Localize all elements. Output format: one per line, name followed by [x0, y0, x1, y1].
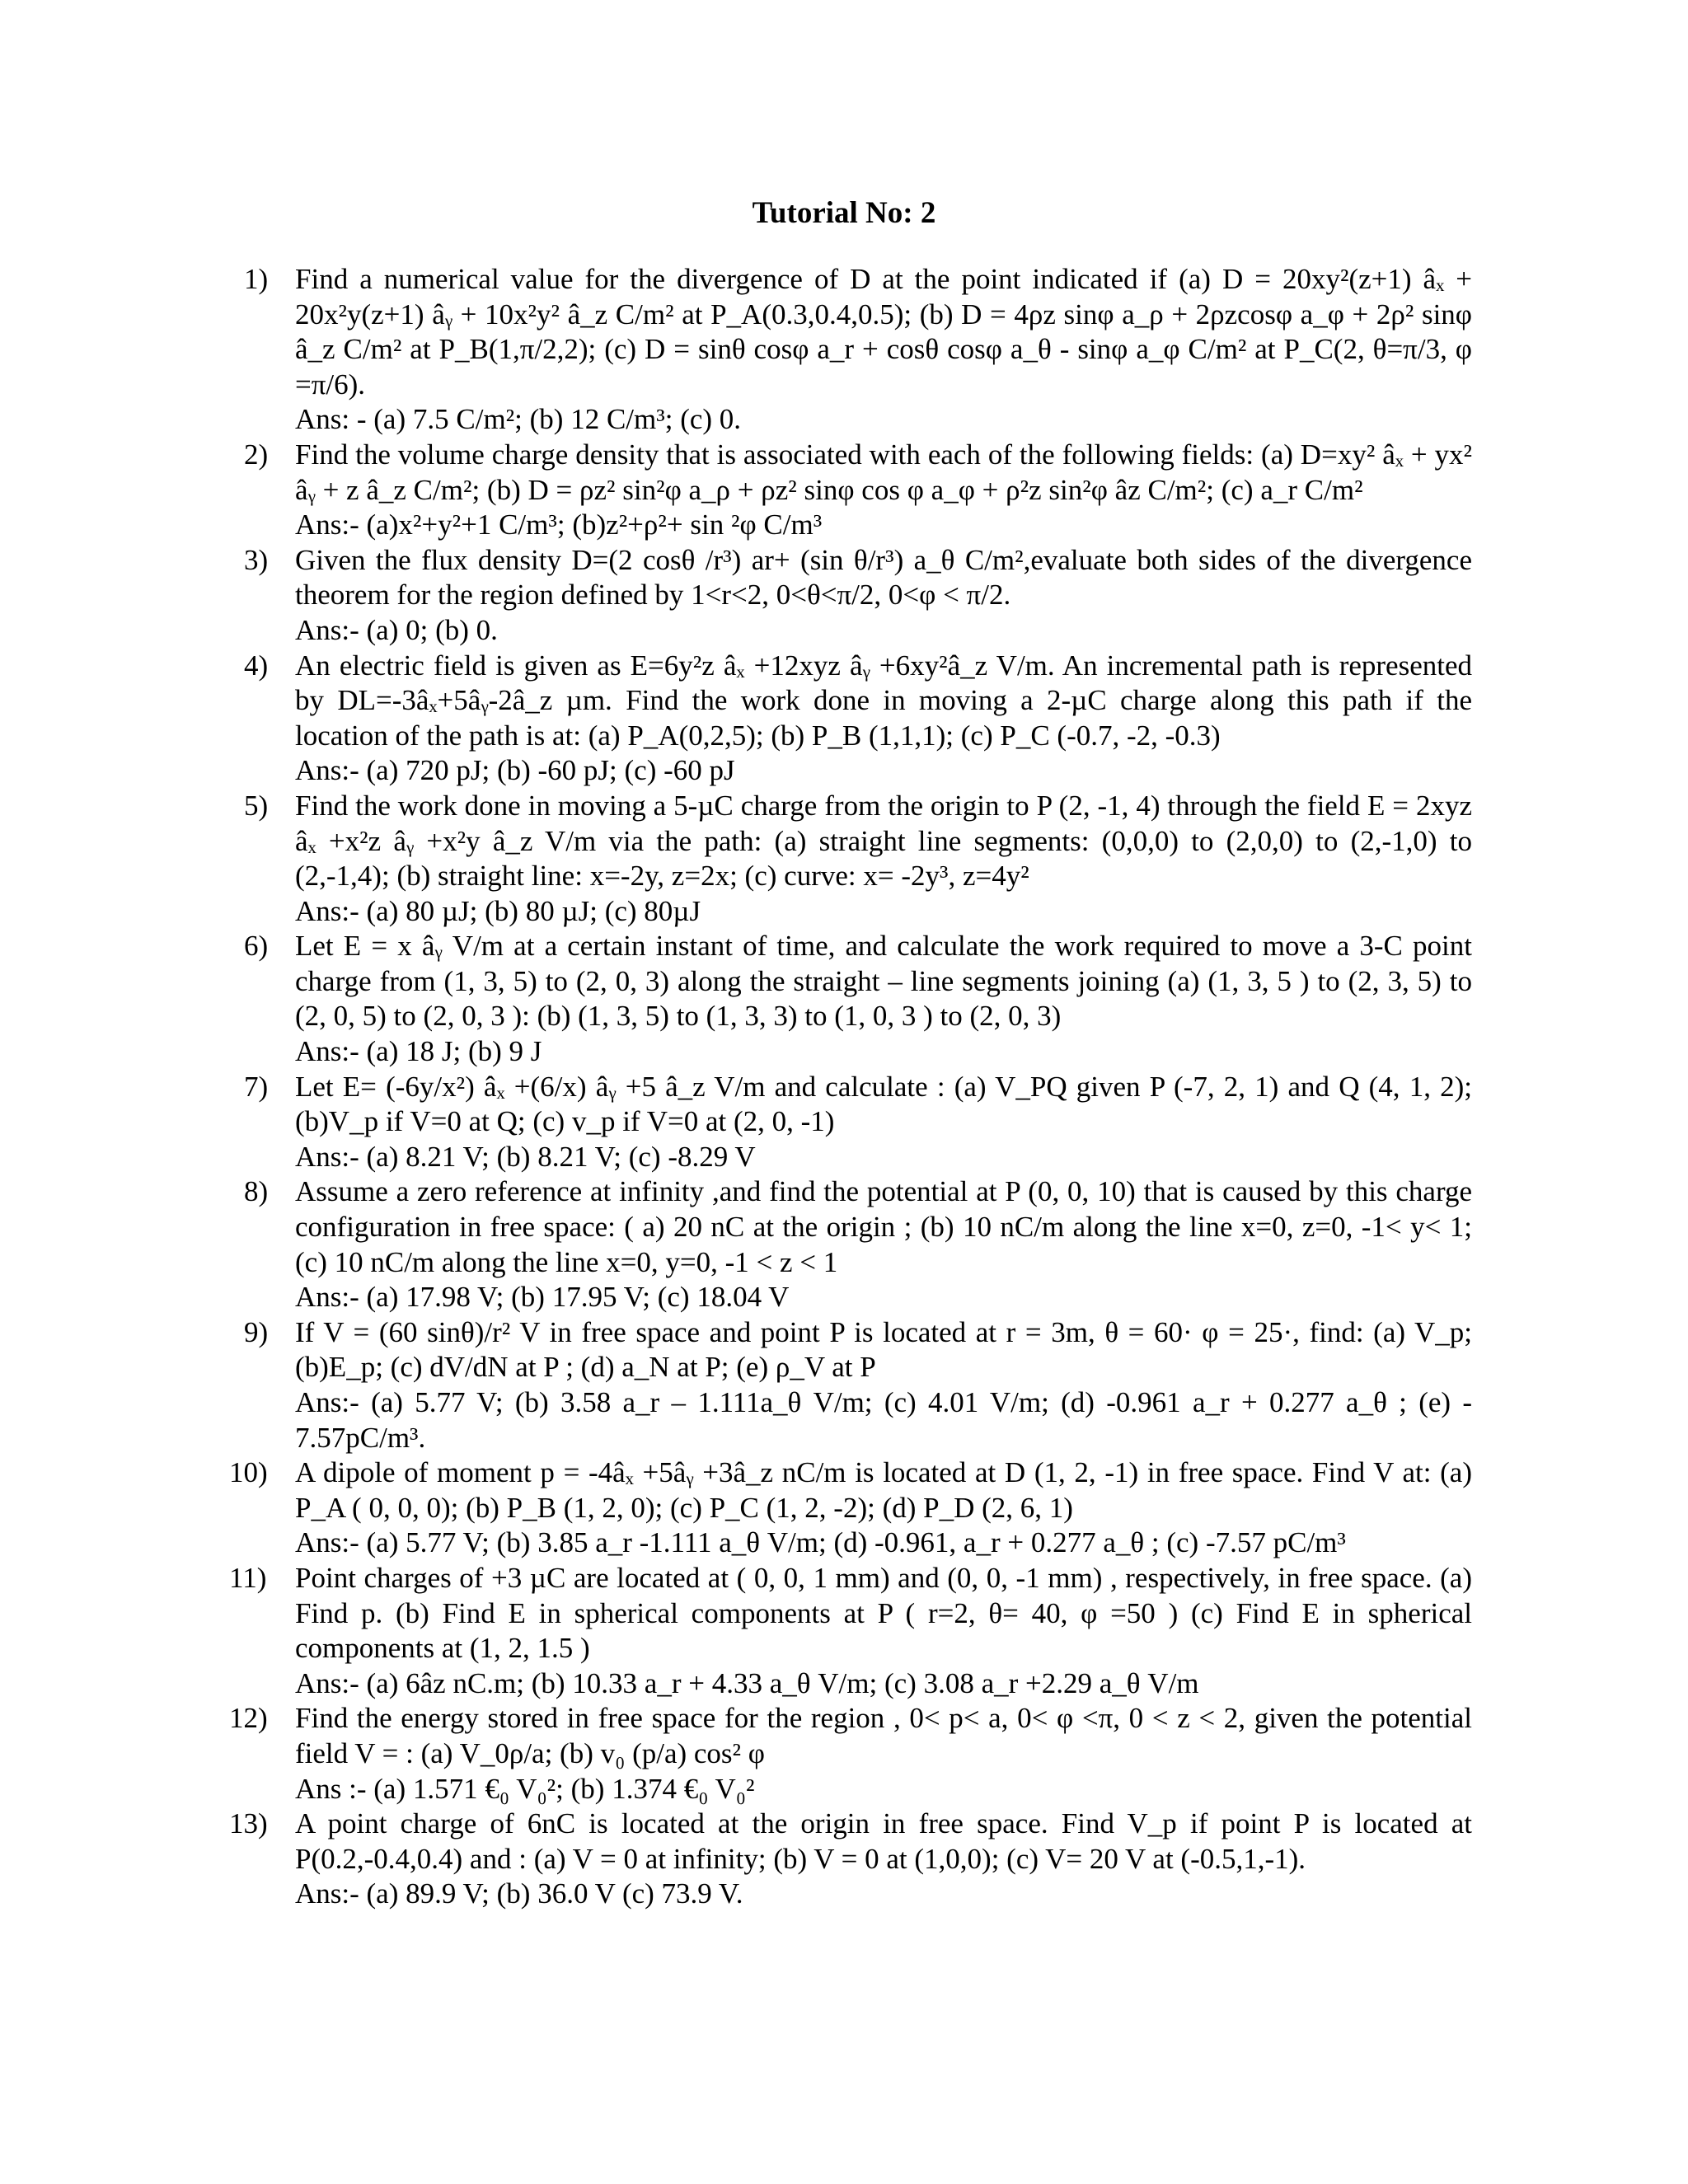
problem-item [229, 1561, 1472, 1701]
problem-answer: Ans:- (a) 80 µJ; (b) 80 µJ; (c) 80µJ [295, 894, 701, 927]
problem-number: 9) [244, 1315, 269, 1348]
problem-number: 4) [244, 649, 269, 682]
problem-list [229, 262, 1472, 1912]
problem-number: 1) [244, 263, 269, 295]
problem-answer: Ans:- (a) 0; (b) 0. [295, 613, 498, 646]
problem-question: If V = (60 sinθ)/r² V in free space and point P is located at r = 3m, θ = 60· φ = 25·, find: (a) V_p; (b)E_p; (c) dV/dN at P ; (d) a_N at P; (e) ρ_V at P [295, 1315, 1472, 1384]
problem-number: 8) [244, 1175, 269, 1208]
problem-question: Let E= (-6y/x²) âₓ +(6/x) âᵧ +5 â_z V/m and calculate : (a) V_PQ given P (-7, 2, 1) and Q (4, 1, 2); (b)V_p if V=0 at Q; (c) v_p if V=0 at (2, 0, -1) [295, 1070, 1472, 1138]
problem-item [229, 1701, 1472, 1807]
problem-number: 2) [244, 438, 269, 471]
problem-answer: Ans :- (a) 1.571 €₀ V₀²; (b) 1.374 €₀ V₀² [295, 1772, 755, 1805]
problem-item [229, 1807, 1472, 1912]
problem-question: Given the flux density D=(2 cosθ /r³) ar+ (sin θ/r³) a_θ C/m²,evaluate both sides of the divergence theorem for the region defined by 1<r<2, 0<θ<π/2, 0<φ < π/2. [295, 543, 1472, 612]
problem-item [244, 649, 1472, 789]
problem-item [244, 543, 1472, 649]
problem-number: 13) [229, 1807, 268, 1840]
problem-answer: Ans: - (a) 7.5 C/m²; (b) 12 C/m³; (c) 0. [295, 403, 742, 436]
problem-answer: Ans:- (a) 89.9 V; (b) 36.0 V (c) 73.9 V. [295, 1877, 743, 1910]
problem-number: 12) [229, 1702, 268, 1735]
problem-answer: Ans:- (a) 5.77 V; (b) 3.85 a_r -1.111 a_θ V/m; (d) -0.961, a_r + 0.277 a_θ ; (c) -7.57 pC/m³ [295, 1526, 1346, 1559]
problem-number: 11) [229, 1561, 267, 1594]
problem-item [244, 1174, 1472, 1315]
problem-answer: Ans:- (a) 6âz nC.m; (b) 10.33 a_r + 4.33 a_θ V/m; (c) 3.08 a_r +2.29 a_θ V/m [295, 1666, 1199, 1699]
problem-item [244, 438, 1472, 543]
problem-question: Assume a zero reference at infinity ,and find the potential at P (0, 0, 10) that is caused by this charge configuration in free space: ( a) 20 nC at the origin ; (b) 10 nC/m along the line x=0, z=0, -1< y< 1; (c) 10 nC/m along the line x=0, y=0, -1 < z < 1 [295, 1175, 1472, 1278]
problem-number: 7) [244, 1070, 269, 1103]
problem-question: Find a numerical value for the divergence of D at the point indicated if (a) D = 20xy²(z+1) âₓ + 20x²y(z+1) âᵧ + 10x²y² â_z C/m² at P_A(0.3,0.4,0.5); (b) D = 4ρz sinφ a_ρ + 2ρzcosφ a_φ + 2ρ² sinφ â_z C/m² at P_B(1,π/2,2); (c) D = sinθ cosφ a_r + cosθ cosφ a_θ - sinφ a_φ C/m² at P_C(2, θ=π/3, φ =π/6). [295, 263, 1472, 401]
problem-answer: Ans:- (a) 720 pJ; (b) -60 pJ; (c) -60 pJ [295, 754, 735, 787]
problem-question: An electric field is given as E=6y²z âₓ +12xyz âᵧ +6xy²â_z V/m. An incremental path is represented by DL=-3âₓ+5âᵧ-2â_z µm. Find the work done in moving a 2-µC charge along this path if the location of the path is at: (a) P_A(0,2,5); (b) P_B (1,1,1); (c) P_C (-0.7, -2, -0.3) [295, 649, 1472, 752]
problem-item [244, 1315, 1472, 1455]
problem-item [244, 1070, 1472, 1175]
page-title: Tutorial No: 2 [752, 196, 936, 230]
problem-number: 5) [244, 789, 269, 822]
problem-question: A dipole of moment p = -4âₓ +5âᵧ +3â_z nC/m is located at D (1, 2, -1) in free space. Find V at: (a) P_A ( 0, 0, 0); (b) P_B (1, 2, 0); (c) P_C (1, 2, -2); (d) P_D (2, 6, 1) [295, 1456, 1472, 1524]
problem-item [244, 262, 1472, 438]
problem-answer: Ans:- (a)x²+y²+1 C/m³; (b)z²+ρ²+ sin ²φ C/m³ [295, 509, 823, 541]
problem-answer: Ans:- (a) 8.21 V; (b) 8.21 V; (c) -8.29 V [295, 1140, 756, 1173]
problem-answer: Ans:- (a) 5.77 V; (b) 3.58 a_r – 1.111a_θ V/m; (c) 4.01 V/m; (d) -0.961 a_r + 0.277 a_θ ; (e) - 7.57pC/m³. [295, 1386, 1472, 1454]
problem-question: A point charge of 6nC is located at the origin in free space. Find V_p if point P is located at P(0.2,-0.4,0.4) and : (a) V = 0 at infinity; (b) V = 0 at (1,0,0); (c) V= 20 V at (-0.5,1,-1). [295, 1807, 1472, 1875]
problem-question: Find the energy stored in free space for the region , 0< p< a, 0< φ <π, 0 < z < 2, given the potential field V = : (a) V_0ρ/a; (b) v₀ (p/a) cos² φ [295, 1702, 1472, 1769]
problem-question: Find the work done in moving a 5-µC charge from the origin to P (2, -1, 4) through the field E = 2xyz âₓ +x²z âᵧ +x²y â_z V/m via the path: (a) straight line segments: (0,0,0) to (2,0,0) to (2,-1,0) to (2,-1,4); (b) straight line: x=-2y, z=2x; (c) curve: x= -2y³, z=4y² [295, 789, 1472, 893]
problem-number: 6) [244, 930, 269, 963]
problem-item [244, 929, 1472, 1069]
problem-question: Point charges of +3 µC are located at ( 0, 0, 1 mm) and (0, 0, -1 mm) , respectively, in free space. (a) Find p. (b) Find E in spherical components at P ( r=2, θ= 40, φ =50 ) (c) Find E in spherical components at (1, 2, 1.5 ) [295, 1561, 1472, 1665]
problem-item [244, 789, 1472, 929]
problem-answer: Ans:- (a) 17.98 V; (b) 17.95 V; (c) 18.04 V [295, 1281, 790, 1314]
problem-item [229, 1455, 1472, 1561]
problem-question: Find the volume charge density that is associated with each of the following fields: (a) D=xy² âₓ + yx² âᵧ + z â_z C/m²; (b) D = ρz² sin²φ a_ρ + ρz² sinφ cos φ a_φ + ρ²z sin²φ âz C/m²; (c) a_r C/m² [295, 438, 1472, 506]
problem-number: 10) [229, 1456, 268, 1489]
problem-answer: Ans:- (a) 18 J; (b) 9 J [295, 1035, 542, 1068]
problem-question: Let E = x âᵧ V/m at a certain instant of time, and calculate the work required to move a 3-C point charge from (1, 3, 5) to (2, 0, 3) along the straight – line segments joining (a) (1, 3, 5 ) to (2, 3, 5) to (2, 0, 5) to (2, 0, 3 ): (b) (1, 3, 5) to (1, 3, 3) to (1, 0, 3 ) to (2, 0, 3) [295, 930, 1472, 1033]
problem-number: 3) [244, 543, 269, 576]
